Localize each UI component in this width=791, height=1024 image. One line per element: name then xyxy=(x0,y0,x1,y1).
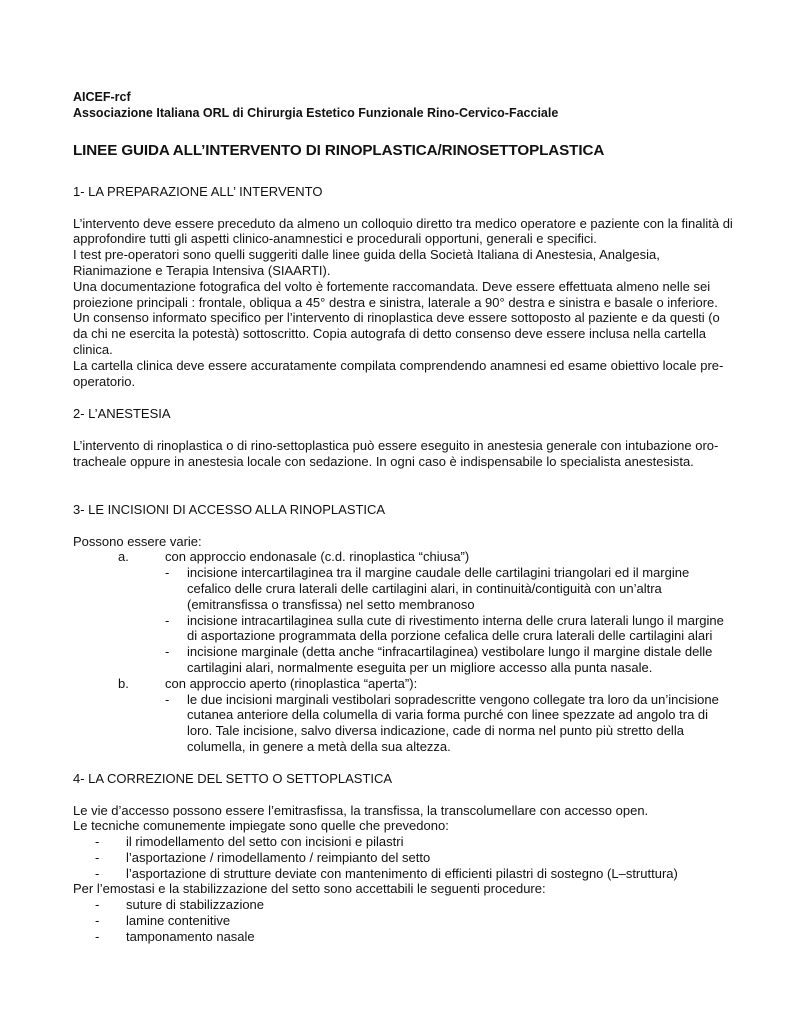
list-item-text: lamine contenitive xyxy=(126,913,231,929)
list-item-text: le due incisioni marginali vestibolari sopradescritte vengono collegate tra loro da un’incisione cutanea anteriore della columella di varia forma purché con linee spezzate ad angolo tra di loro. Tale incisione, salvo diversa indicazione, cade di norma nel punto più stretto della columella, in genere a metà della sua altezza. xyxy=(187,691,719,754)
dash-marker: - xyxy=(95,849,100,865)
list-item xyxy=(165,692,733,755)
section-2-heading: 2- L’ANESTESIA xyxy=(73,406,171,422)
dash-marker: - xyxy=(165,612,170,628)
org-full-name: Associazione Italiana ORL di Chirurgia Estetico Funzionale Rino-Cervico-Facciale xyxy=(73,105,559,120)
section-1-paragraph-5: La cartella clinica deve essere accuratamente compilata comprendendo anamnesi ed esame obiettivo locale pre-operatorio. xyxy=(73,357,724,389)
list-item xyxy=(165,613,733,645)
document-title: LINEE GUIDA ALL’INTERVENTO DI RINOPLASTICA/RINOSETTOPLASTICA xyxy=(73,142,605,159)
dash-marker: - xyxy=(95,928,100,944)
section-3 xyxy=(73,502,733,755)
list-item xyxy=(95,913,733,929)
section-4-paragraph-2: Le tecniche comunemente impiegate sono quelle che prevedono: xyxy=(73,818,449,834)
dash-marker: - xyxy=(165,565,170,581)
section-1-heading: 1- LA PREPARAZIONE ALL’ INTERVENTO xyxy=(73,183,323,199)
list-item-text: l’asportazione di strutture deviate con mantenimento di efficienti pilastri di sostegno (L–struttura) xyxy=(126,865,678,881)
list-item-text: l’asportazione / rimodellamento / reimpianto del setto xyxy=(126,849,431,865)
section-1-paragraph-1: L’intervento deve essere preceduto da almeno un colloquio diretto tra medico operatore e paziente con la finalità di approfondire tutti gli aspetti clinico-anamnestici e procedurali opportuni, generali e specifici. xyxy=(73,215,733,247)
section-4-paragraph-1: Le vie d’accesso possono essere l’emitrasfissa, la transfissa, la transcolumellare con accesso open. xyxy=(73,802,649,818)
section-1 xyxy=(73,184,733,390)
approach-a-list xyxy=(165,565,733,676)
section-2-paragraph-1: L’intervento di rinoplastica o di rino-settoplastica può essere eseguito in anestesia generale con intubazione oro-tracheale oppure in anestesia locale con sedazione. In ogni caso è indispensabile lo specialista anestesista. xyxy=(73,438,719,469)
list-item xyxy=(165,565,733,612)
list-item-text: incisione intercartilaginea tra il margine caudale delle cartilagini triangolari ed il margine cefalico delle crura laterali delle cartilagini alari, in continuità/contiguità con un’altra (emitransfissa o transfissa) nel setto membranoso xyxy=(187,565,690,612)
list-item-text: il rimodellamento del setto con incisioni e pilastri xyxy=(126,834,404,850)
section-2 xyxy=(73,406,733,469)
dash-marker: - xyxy=(95,897,100,913)
document-page xyxy=(73,90,733,945)
list-item xyxy=(95,929,733,945)
list-item xyxy=(95,834,733,850)
approach-b-list xyxy=(165,692,733,755)
approach-a xyxy=(73,549,733,565)
approach-b-letter: b. xyxy=(118,675,129,691)
dash-marker: - xyxy=(95,865,100,881)
list-item xyxy=(95,866,733,882)
list-item xyxy=(95,850,733,866)
dash-marker: - xyxy=(95,913,100,929)
approach-b xyxy=(73,676,733,692)
approach-a-text: con approccio endonasale (c.d. rinoplastica “chiusa”) xyxy=(165,549,470,565)
procedures-list xyxy=(95,897,733,944)
dash-marker: - xyxy=(165,644,170,660)
approach-b-text: con approccio aperto (rinoplastica “aperta”): xyxy=(165,675,418,691)
section-4-heading: 4- LA CORREZIONE DEL SETTO O SETTOPLASTICA xyxy=(73,770,393,786)
section-1-paragraph-3: Una documentazione fotografica del volto è fortemente raccomandata. Deve essere effettuata almeno nelle sei proiezione principali : frontale, obliqua a 45° destra e sinistra, laterale a 90° destra e sinistra e basale o inferiore. xyxy=(73,278,718,310)
techniques-list xyxy=(95,834,733,881)
approach-a-letter: a. xyxy=(118,549,129,565)
section-3-intro: Possono essere varie: xyxy=(73,533,202,549)
list-item-text: tamponamento nasale xyxy=(126,928,255,944)
section-1-paragraph-4: Un consenso informato specifico per l’intervento di rinoplastica deve essere sottoposto al paziente e da questi (o da chi ne esercita la potestà) sottoscritto. Copia autografa di detto consenso deve essere inclusa nella cartella clinica. xyxy=(73,310,720,357)
dash-marker: - xyxy=(165,691,170,707)
dash-marker: - xyxy=(95,834,100,850)
org-short-name: AICEF-rcf xyxy=(73,90,131,104)
list-item-text: incisione intracartilaginea sulla cute di rivestimento interna delle crura laterali lungo il margine di asportazione programmata della porzione cefalica delle crura laterali delle cartilagini alari xyxy=(187,612,724,644)
section-1-paragraph-2: I test pre-operatori sono quelli suggeriti dalle linee guida della Società Italiana di Anestesia, Analgesia, Rianimazione e Terapia Intensiva (SIAARTI). xyxy=(73,247,660,278)
list-item-text: incisione marginale (detta anche “infracartilaginea) vestibolare lungo il margine distale delle cartilagini alari, normalmente eseguita per un migliore accesso alla punta nasale. xyxy=(187,644,713,675)
section-4-paragraph-3: Per l’emostasi e la stabilizzazione del setto sono accettabili le seguenti procedure: xyxy=(73,881,546,897)
list-item-text: suture di stabilizzazione xyxy=(126,897,265,913)
section-3-heading: 3- LE INCISIONI DI ACCESSO ALLA RINOPLASTICA xyxy=(73,501,386,517)
list-item xyxy=(95,897,733,913)
section-4 xyxy=(73,771,733,945)
list-item xyxy=(165,644,733,676)
